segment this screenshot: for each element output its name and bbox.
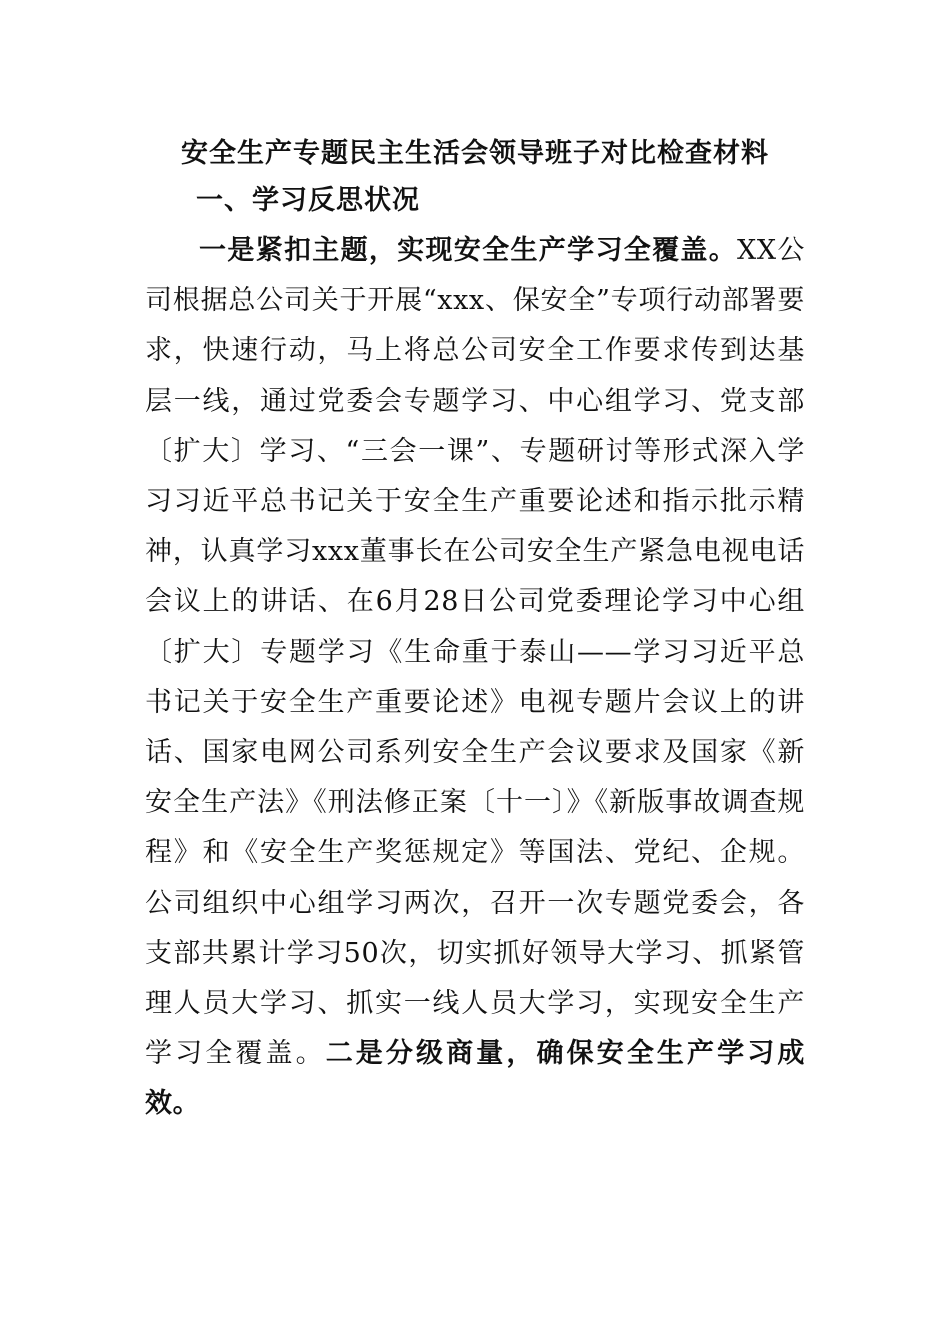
paragraph-body: XX公司根据总公司关于开展“xxx、保安全”专项行动部署要求，快速行动，马上将总公司安全工作要求传到达基层一线，通过党委会专题学习、中心组学习、党支部〔扩大〕学习、“三会一课”、专题研讨等形式深入学习习近平总书记关于安全生产重要论述和指示批示精神，认真学习xxx董事长在公司安全生产紧急电视电话会议上的讲话、在6月28日公司党委理论学习中心组〔扩大〕专题学习《生命重于泰山——学习习近平总书记关于安全生产重要论述》电视专题片会议上的讲话、国家电网公司系列安全生产会议要求及国家《新安全生产法》《刑法修正案〔十一〕》《新版事故调查规程》和《安全生产奖惩规定》等国法、党纪、企规。公司组织中心组学习两次，召开一次专题党委会，各支部共累计学习50次，切实抓好领导大学习、抓紧管理人员大学习、抓实一线人员大学习，实现安全生产学习全覆盖。 [145,235,805,1070]
section-heading: 一、学习反思状况 [196,185,420,216]
paragraph-lead-bold: 一是紧扣主题，实现安全生产学习全覆盖。 [199,235,738,266]
body-paragraph [145,226,805,1130]
paragraph-trailing-bold: 二是分级商量，确保安全生产学习成效。 [145,1038,805,1120]
document-title: 安全生产专题民主生活会领导班子对比检查材料 [181,138,769,169]
